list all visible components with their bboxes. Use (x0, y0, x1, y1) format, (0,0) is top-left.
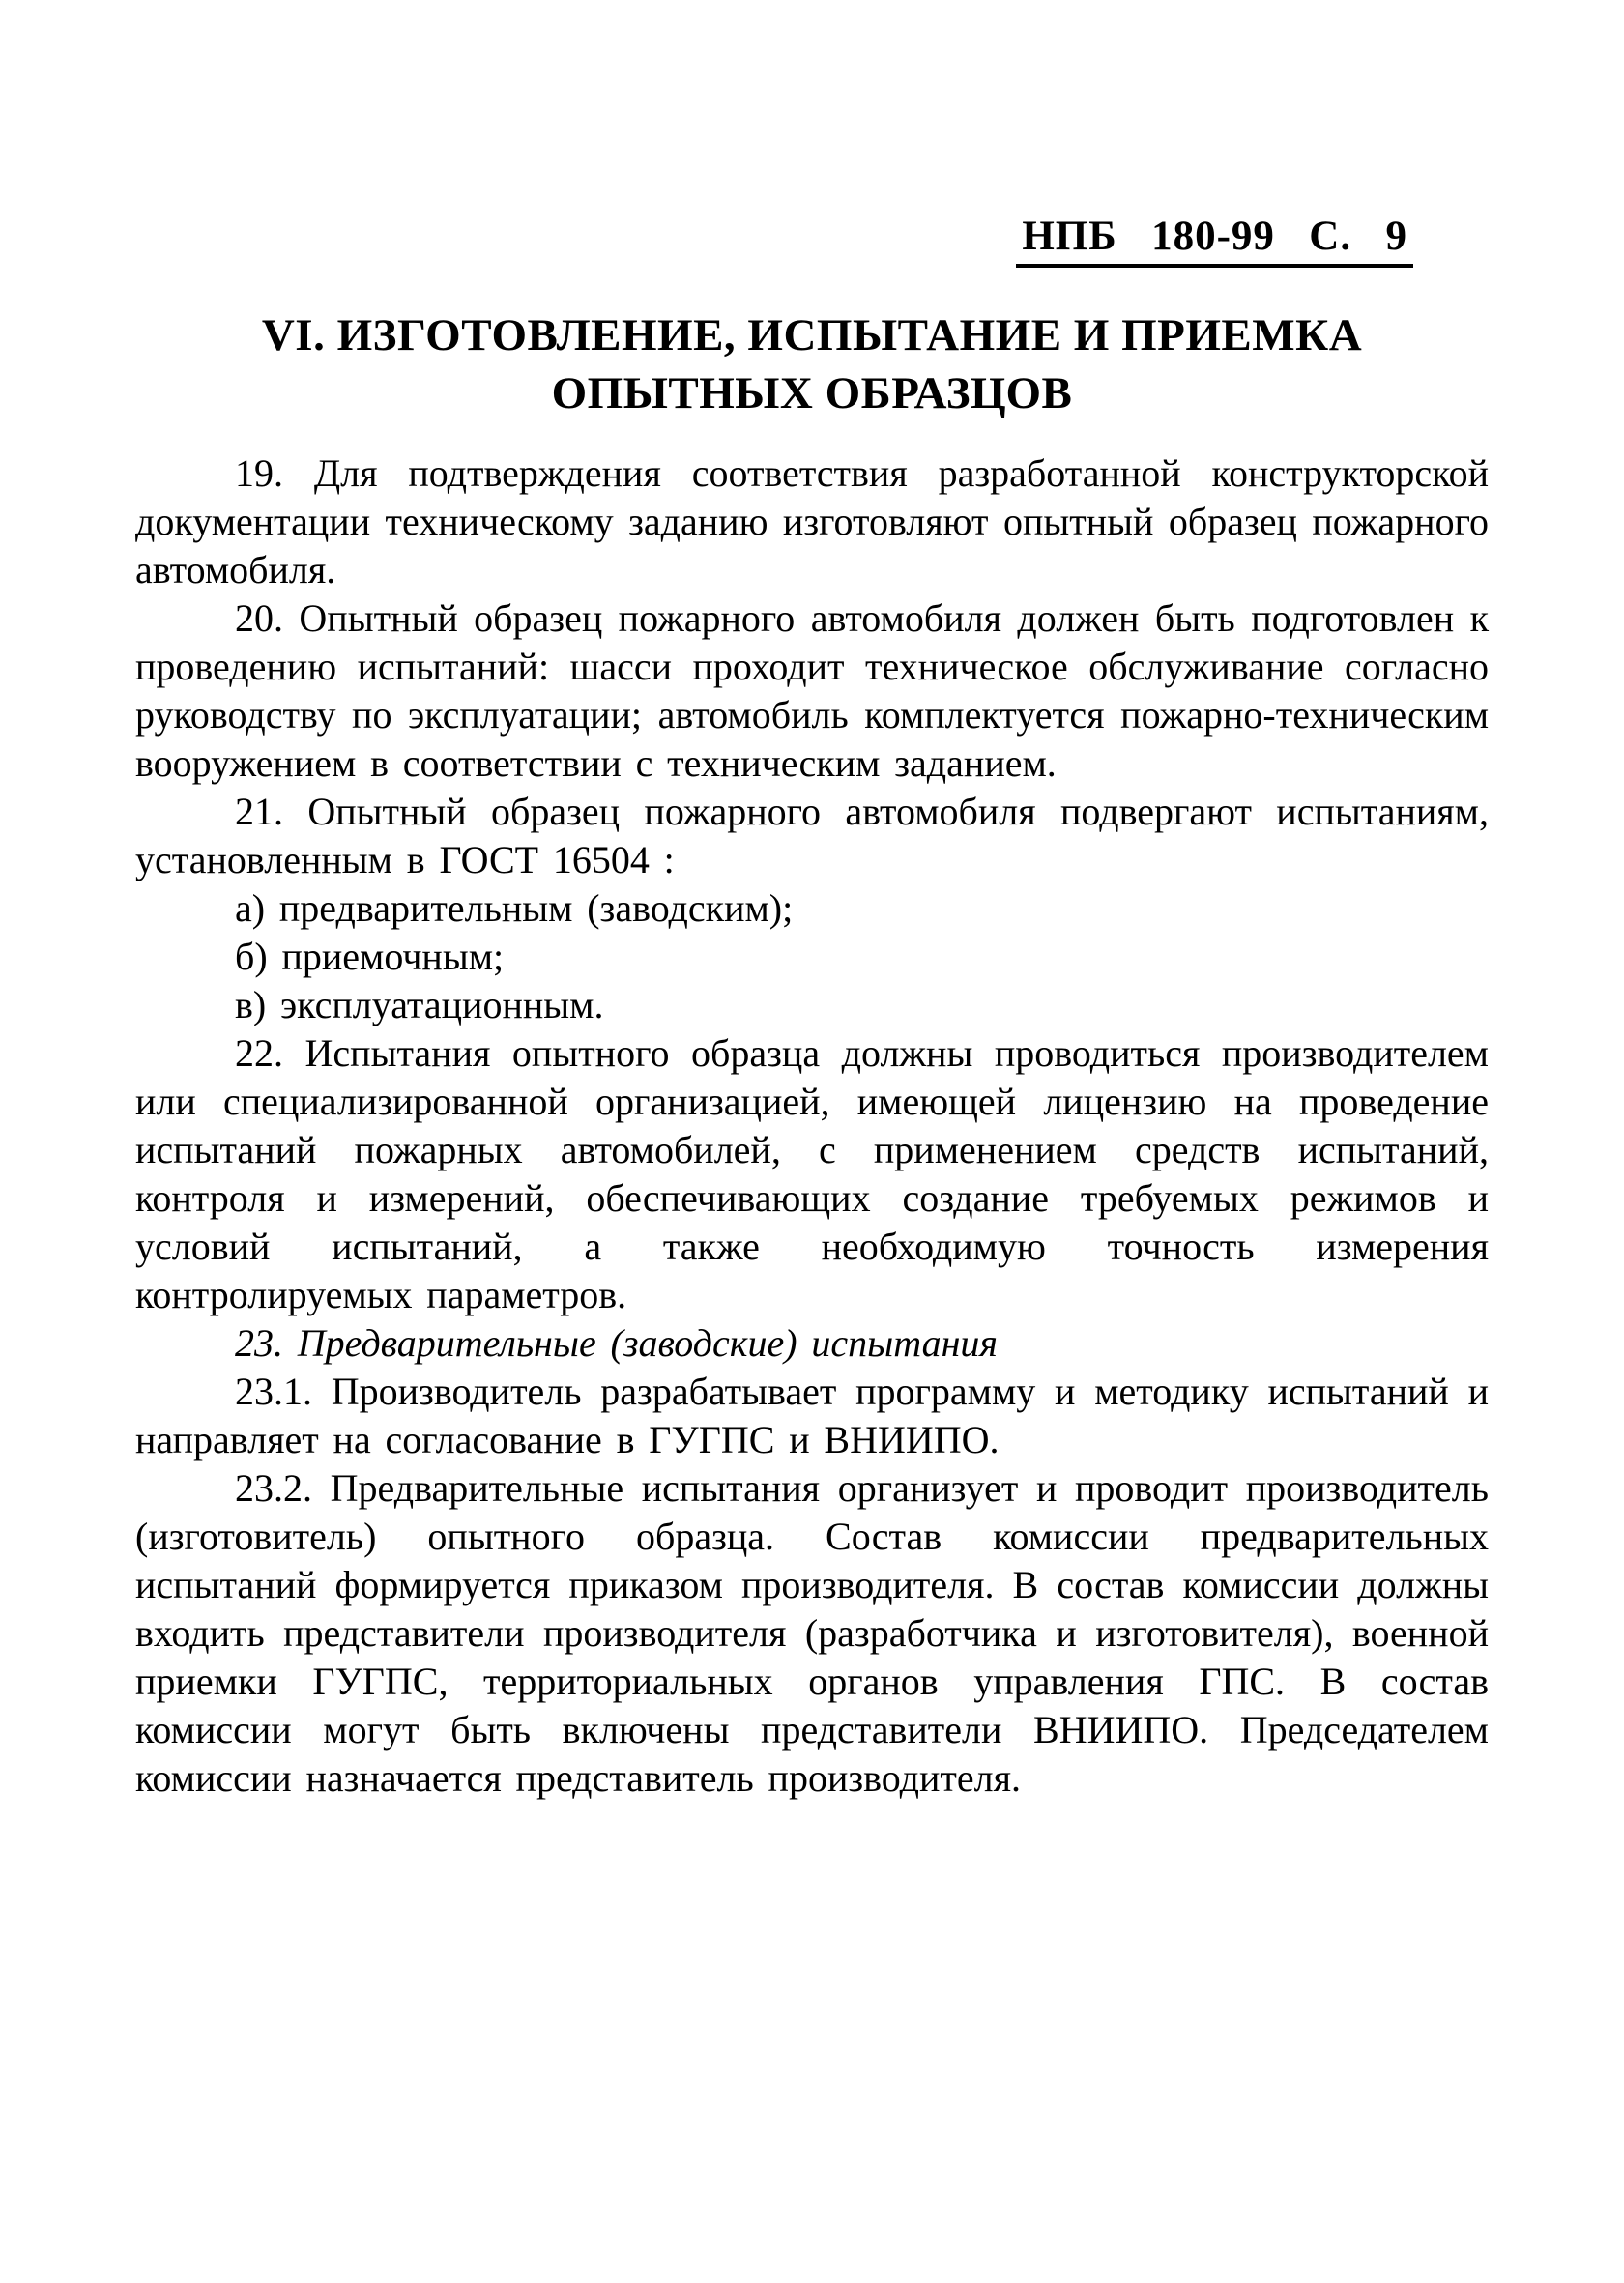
paragraph-21: 21. Опытный образец пожарного автомобиля подвергают испытаниям, установленным в ГОСТ 16504 : (135, 790, 1489, 882)
section-title-line-1: VI. ИЗГОТОВЛЕНИЕ, ИСПЫТАНИЕ И ПРИЕМКА (261, 310, 1363, 361)
paragraph-22: 22. Испытания опытного образца должны проводиться производителем или специализированной организацией, имеющей лицензию на проведение испытаний пожарных автомобилей, с применением средств испытаний, контроля и измерений, обеспечивающих создание требуемых режимов и условий испытаний, а также необходимую точность измерения контролируемых параметров. (135, 1031, 1489, 1317)
list-item-a: а) предварительным (заводским); (235, 886, 794, 931)
paragraph-23-2: 23.2. Предварительные испытания организует и проводит производитель (изготовитель) опытного образца. Состав комиссии предварительных испытаний формируется приказом производителя. В состав комиссии должны входить представители производителя (разработчика и изготовителя), военной приемки ГУГПС, территориальных органов управления ГПС. В состав комиссии могут быть включены представители ВНИИПО. Председателем комиссии назначается представитель производителя. (135, 1466, 1489, 1801)
section-title (135, 306, 1489, 422)
paragraph-23-1: 23.1. Производитель разрабатывает программу и методику испытаний и направляет на согласование в ГУГПС и ВНИИПО. (135, 1370, 1489, 1462)
paragraph-19: 19. Для подтверждения соответствия разработанной конструкторской документации техническому заданию изготовляют опытный образец пожарного автомобиля. (135, 451, 1489, 592)
doc-code-and-page-number: НПБ 180-99 С. 9 (1016, 215, 1413, 268)
section-title-line-2: ОПЫТНЫХ ОБРАЗЦОВ (551, 368, 1073, 419)
paragraph-20: 20. Опытный образец пожарного автомобиля должен быть подготовлен к проведению испытаний: шасси проходит техническое обслуживание согласно руководству по эксплуатации; автомобиль комплектуется пожарно-техническим вооружением в соответствии с техническим заданием. (135, 596, 1489, 786)
page-header (135, 215, 1489, 268)
list-item-b: б) приемочным; (235, 935, 505, 979)
section-heading-23: 23. Предварительные (заводские) испытания (235, 1321, 999, 1366)
document-body (135, 449, 1489, 1803)
list-item-v: в) эксплуатационным. (235, 983, 604, 1027)
